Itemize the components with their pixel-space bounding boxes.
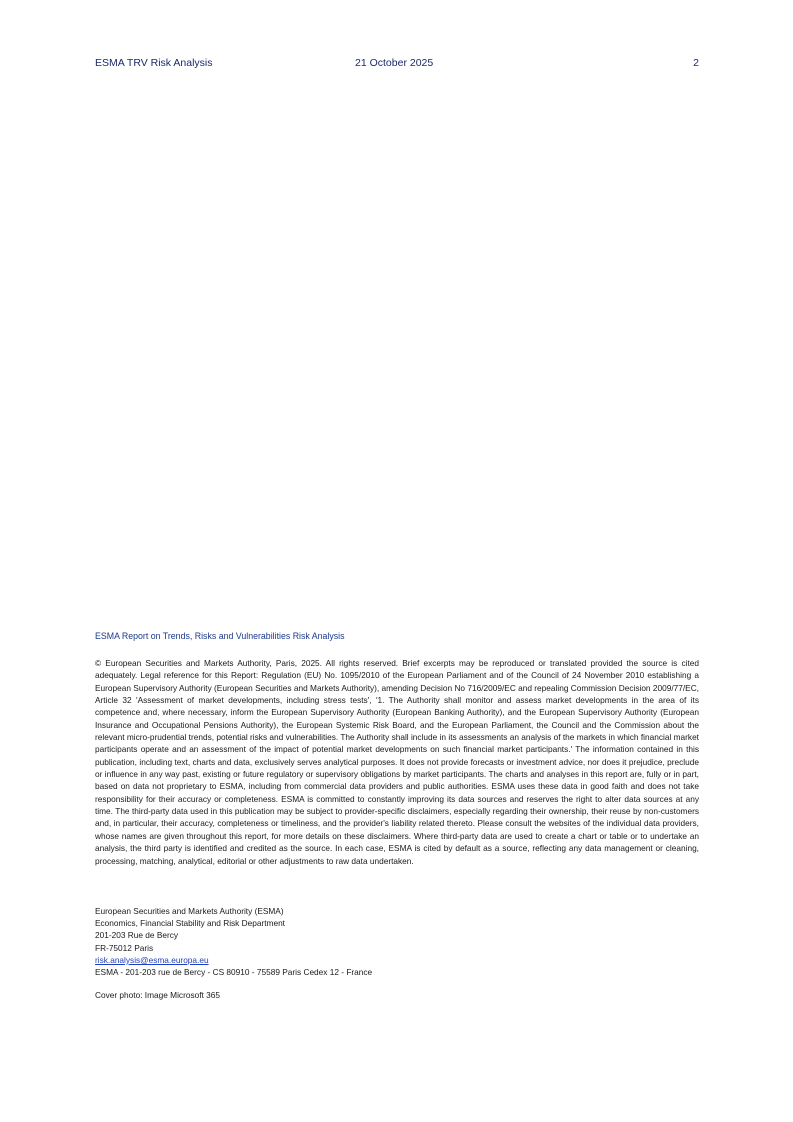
legal-notice: © European Securities and Markets Authority, Paris, 2025. All rights reserved. Brief excerpts may be reproduced or translated provided the source is cited adequately. Legal reference for this Report: Regulation (EU) No. 1095/2010 of the European Parliament and of the Council of 24 November 2010 establishing a European Supervisory Authority (European Securities and Markets Authority), amending Decision No 716/2009/EC and repealing Commission Decision 2009/77/EC, Article 32 'Assessment of market developments, including stress tests', '1. The Authority shall monitor and assess market developments in the area of its competence and, where necessary, inform the European Supervisory Authority (European Banking Authority), and the European Supervisory Authority (European Insurance and Occupational Pensions Authority), the European Systemic Risk Board, and the European Parliament, the Council and the Commission about the relevant micro-prudential trends, potential risks and vulnerabilities. The Authority shall include in its assessments an analysis of the markets in which financial market participants operate and an assessment of the impact of potential market developments on such financial market participants.' The information contained in this publication, including text, charts and data, exclusively serves analytical purposes. It does not provide forecasts or investment advice, nor does it prejudice, preclude or influence in any way past, existing or future regulatory or supervisory obligations by market participants. The charts and analyses in this report are, fully or in part, based on data not proprietary to ESMA, including from commercial data providers and public authorities. ESMA uses these data in good faith and does not take responsibility for their accuracy or completeness. ESMA is committed to constantly improving its data sources and reserves the right to alter data sources at any time. The third-party data used in this publication may be subject to provider-specific disclaimers, especially regarding their ownership, their reuse by non-customers and, in particular, their accuracy, completeness or timeliness, and the provider's liability related thereto. Please consult the websites of the individual data providers, whose names are given throughout this report, for more details on these disclaimers. Where third-party data are used to create a chart or table or to undertake an analysis, the third party is identified and credited as the source. In each case, ESMA is cited by default as a source, reflecting any data management or cleaning, processing, matching, analytical, editorial or other adjustments to raw data undertaken.	[95, 658, 699, 866]
cover-photo-credit: Cover photo: Image Microsoft 365	[95, 990, 220, 1000]
address-block	[95, 905, 372, 978]
report-title: ESMA Report on Trends, Risks and Vulnerabilities Risk Analysis	[95, 631, 345, 641]
page-header	[95, 57, 699, 71]
address-organisation: European Securities and Markets Authority (ESMA)	[95, 906, 284, 916]
email-link[interactable]: risk.analysis@esma.europa.eu	[95, 954, 209, 965]
address-street: 201-203 Rue de Bercy	[95, 930, 179, 941]
header-publication-name: ESMA TRV Risk Analysis	[95, 57, 213, 69]
page-number: 2	[693, 57, 699, 69]
address-department: Economics, Financial Stability and Risk Department	[95, 918, 285, 929]
header-date: 21 October 2025	[355, 57, 434, 69]
address-city: FR-75012 Paris	[95, 942, 154, 953]
address-postal: ESMA - 201-203 rue de Bercy - CS 80910 - 75589 Paris Cedex 12 - France	[95, 967, 373, 978]
